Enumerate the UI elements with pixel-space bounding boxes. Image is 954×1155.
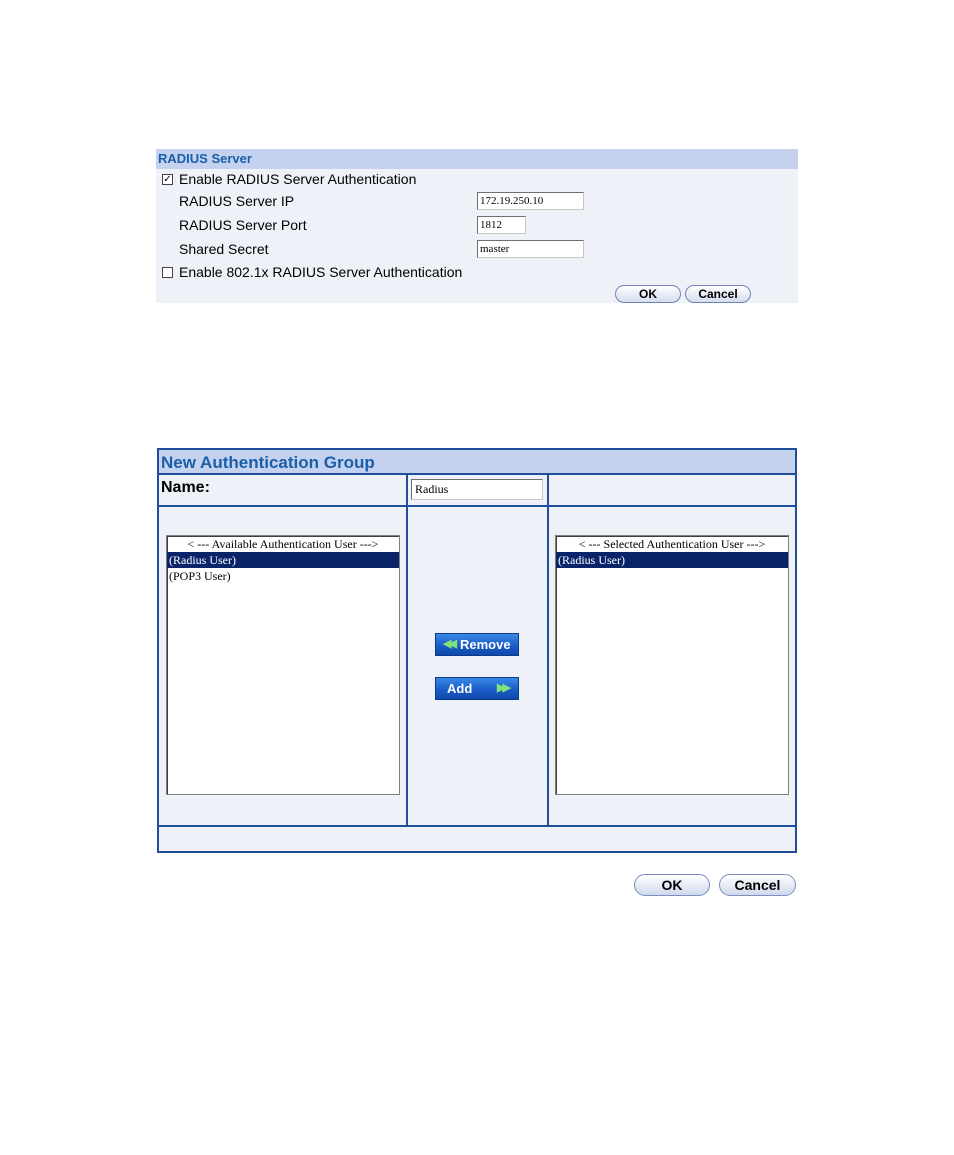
double-left-arrow-icon: ◀◀ [443,638,454,650]
radius-ip-input[interactable]: 172.19.250.10 [477,192,584,210]
check-mark-icon: ✓ [163,174,172,185]
remove-button[interactable] [435,633,519,656]
row-divider [159,505,795,507]
shared-secret-label: Shared Secret [179,241,269,257]
remove-button-label: Remove [460,637,511,652]
available-users-header: < --- Available Authentication User ---> [187,537,379,551]
add-button[interactable] [435,677,519,700]
available-users-list[interactable] [166,535,400,795]
list-item[interactable]: (Radius User) [167,552,399,568]
enable-radius-checkbox[interactable] [162,174,173,185]
list-item[interactable]: (POP3 User) [169,569,231,583]
radius-cancel-button[interactable]: Cancel [685,285,751,303]
enable-8021x-label: Enable 802.1x RADIUS Server Authentication [179,264,463,280]
radius-port-input[interactable]: 1812 [477,216,526,234]
list-item[interactable]: (Radius User) [556,552,788,568]
shared-secret-input[interactable]: master [477,240,584,258]
add-button-label: Add [447,681,473,696]
new-auth-group-panel [157,448,797,853]
group-cancel-button[interactable]: Cancel [719,874,796,896]
enable-8021x-checkbox[interactable] [162,267,173,278]
selected-users-header: < --- Selected Authentication User ---> [578,537,766,551]
group-name-input[interactable]: Radius [411,479,543,500]
radius-ip-label: RADIUS Server IP [179,193,295,209]
radius-port-label: RADIUS Server Port [179,217,307,233]
radius-panel-title: RADIUS Server [156,149,798,169]
group-name-label: Name: [161,479,210,496]
radius-server-panel [156,149,798,303]
group-ok-button[interactable]: OK [634,874,710,896]
row-divider [159,825,795,827]
enable-radius-label: Enable RADIUS Server Authentication [179,171,417,187]
double-right-arrow-icon: ▶▶ [497,682,508,694]
group-panel-title: New Authentication Group [159,450,795,475]
column-divider [406,475,408,825]
radius-ok-button[interactable]: OK [615,285,681,303]
column-divider [547,475,549,825]
selected-users-list[interactable] [555,535,789,795]
